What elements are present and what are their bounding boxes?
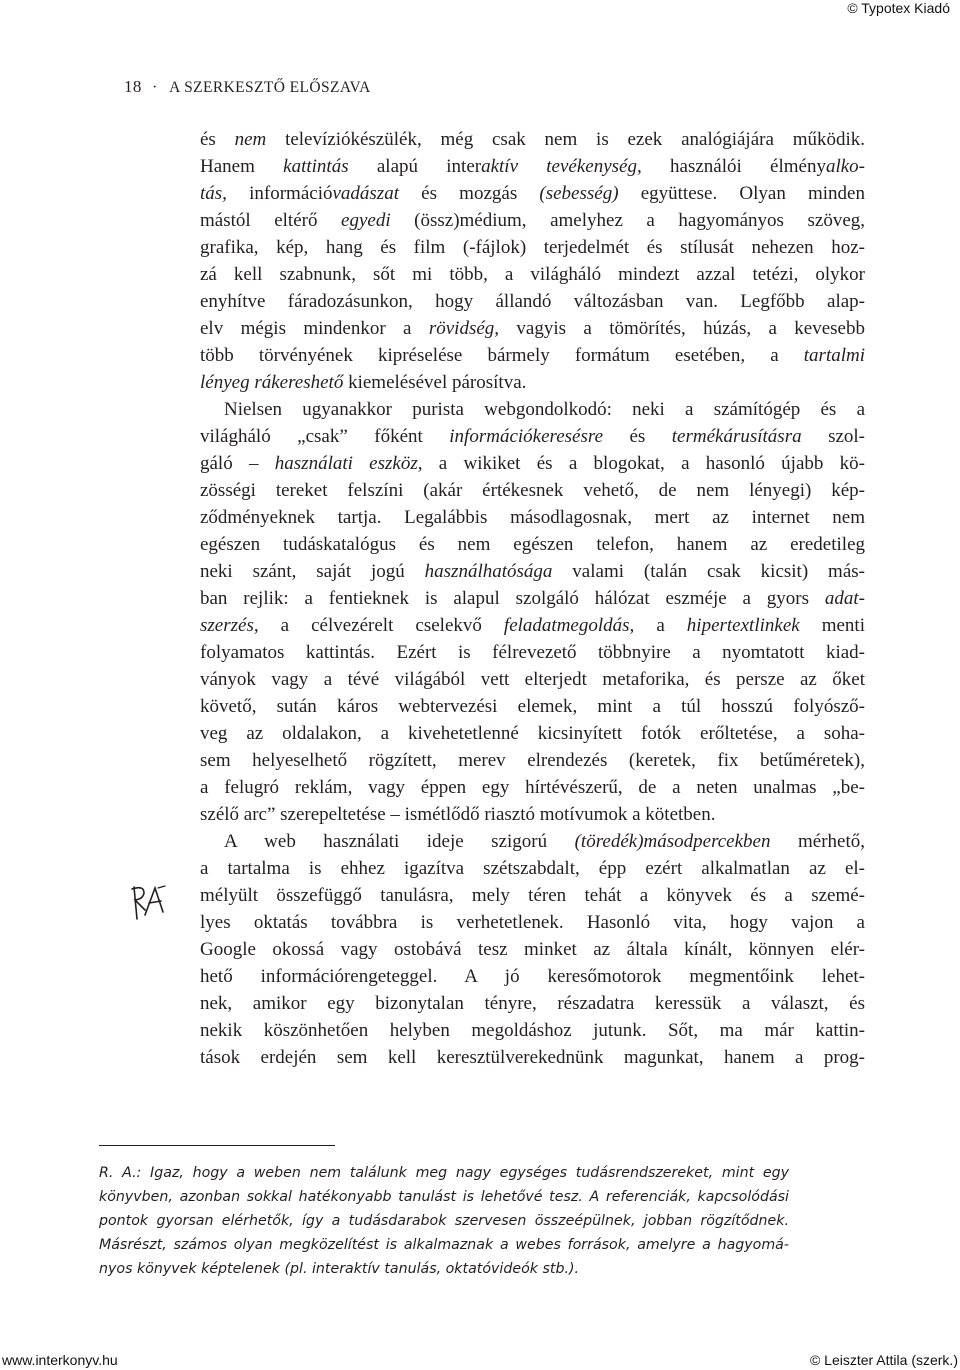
text-line <box>200 342 865 369</box>
italic-run: alko- <box>825 156 865 177</box>
text-line <box>200 693 865 720</box>
text-line <box>200 477 865 504</box>
italic-run: (töredék)másodpercekben <box>574 831 771 852</box>
text-run: nekik köszönhetően helyben megoldáshoz jutunk. Sőt, ma már kattin- <box>200 1020 865 1041</box>
text-run: (össz)médium, amelyhez a hagyományos szöveg, <box>390 210 865 231</box>
text-run: ványok vagy a tévé világából vett elterjedt metaforika, és persze az őket <box>200 669 865 690</box>
text-run: szélő arc” szerepeltetése – ismétlődő riasztó motívumok a kötetben. <box>200 804 716 825</box>
text-line <box>200 531 865 558</box>
italic-run: egyedi <box>341 210 391 231</box>
page-number: 18 <box>124 77 142 96</box>
ra-handwritten-icon <box>128 884 172 922</box>
text-line <box>200 963 865 990</box>
text-run: zá kell szabnunk, sőt mi több, a világháló mindezt azzal tetézi, olykor <box>200 264 865 285</box>
chapter-title: A SZERKESZTŐ ELŐSZAVA <box>169 79 371 96</box>
italic-run: nem <box>234 129 267 150</box>
text-line <box>200 315 865 342</box>
text-run: egészen tudáskatalógus és nem egészen telefon, hanem az eredetileg <box>200 534 865 555</box>
footnote-line: pontok gyorsan elérhetők, így a tudásdarabok szervesen összeépülnek, jobban rögzítődnek. <box>99 1213 789 1229</box>
text-run: Hanem <box>200 156 284 177</box>
text-run: neki szánt, saját jogú <box>200 561 425 582</box>
text-run: alapú inter <box>348 156 482 177</box>
text-run: lyes oktatás továbbra is verhetetlenek. Hasonló vita, hogy vajon a <box>200 912 865 933</box>
text-run: együttese. Olyan minden <box>618 183 865 204</box>
text-line <box>200 747 865 774</box>
italic-run: tartalmi <box>803 345 865 366</box>
text-line <box>200 585 865 612</box>
text-line <box>200 774 865 801</box>
italic-run: használhatósága <box>424 561 553 582</box>
text-run: ződményeknek tartja. Legalábbis másodlagosnak, mert az internet nem <box>200 507 865 528</box>
text-line <box>200 882 865 909</box>
text-run: ban rejlik: a fentieknek is alapul szolgáló hálózat eszméje a gyors <box>200 588 825 609</box>
text-run: több törvényének kipréselése bármely formátum esetében, a <box>200 345 804 366</box>
text-run: mélyült összefüggő tanulásra, mely téren tehát a könyvek és a szemé- <box>200 885 865 906</box>
text-run: tások erdején sem kell keresztülverekednünk magunkat, hanem a prog- <box>200 1047 865 1068</box>
text-run: a <box>634 615 687 636</box>
text-line <box>200 936 865 963</box>
text-run: gáló – <box>200 453 275 474</box>
text-run: és mozgás <box>398 183 540 204</box>
italic-run: lényeg rákereshető <box>200 372 344 393</box>
text-line <box>200 558 865 585</box>
italic-run: szerzés, <box>200 615 259 636</box>
text-run: a célvezérelt cselekvő <box>258 615 504 636</box>
footnote-line: R. A.: Igaz, hogy a weben nem találunk meg nagy egységes tudásrendszereket, mint egy <box>99 1165 789 1181</box>
text-run: menti <box>799 615 865 636</box>
text-run: Google okossá vagy ostobává tesz minket az általa kínált, könnyen elér- <box>200 939 865 960</box>
text-run: mástól eltérő <box>200 210 342 231</box>
text-line <box>200 990 865 1017</box>
italic-run: hipertextlinkek <box>686 615 800 636</box>
text-run: vagyis a tömörítés, húzás, a kevesebb <box>499 318 865 339</box>
text-run: mérhető, <box>770 831 865 852</box>
text-line <box>200 180 865 207</box>
italic-run: tás, <box>200 183 227 204</box>
text-line <box>200 234 865 261</box>
text-run: folyamatos kattintás. Ezért is félrevezető többnyire a nyomtatott kiad- <box>200 642 865 663</box>
italic-run: adat- <box>824 588 865 609</box>
text-line <box>200 801 865 828</box>
text-line <box>200 720 865 747</box>
text-run: sem helyeselhető rögzített, merev elrendezés (keretek, fix betűméretek), <box>200 750 865 771</box>
text-run: a wikiket és a blogokat, a hasonló újabb kö- <box>422 453 865 474</box>
italic-run: kattintás <box>283 156 349 177</box>
text-line <box>200 126 865 153</box>
italic-run: aktív tevékenység, <box>481 156 642 177</box>
website-link[interactable]: www.interkonyv.hu <box>2 1352 118 1368</box>
text-line <box>200 504 865 531</box>
text-line <box>200 288 865 315</box>
text-run: hető információrengeteggel. A jó keresőmotorok megmentőink lehet- <box>200 966 865 987</box>
running-head <box>124 77 371 97</box>
footnote-line: Másrészt, számos olyan megközelítést is alkalmaznak a webes források, amelyre a hagyomá- <box>99 1237 789 1253</box>
text-run: szol- <box>801 426 865 447</box>
text-line <box>200 639 865 666</box>
italic-run: feladatmegoldás, <box>503 615 635 636</box>
text-line <box>200 612 865 639</box>
footnote-rule <box>99 1145 335 1146</box>
italic-run: termékárusításra <box>671 426 802 447</box>
footnote-line: nyos könyvek képtelenek (pl. interaktív tanulás, oktatóvideók stb.). <box>99 1261 580 1277</box>
text-run: valami (talán csak kicsit) más- <box>552 561 865 582</box>
text-run: Nielsen ugyanakkor purista webgondolkodó: neki a számítógép és a <box>224 399 865 420</box>
text-run: követő, sután káros webtervezési elemek, mint a túl hosszú folyósző- <box>200 696 865 717</box>
text-line <box>200 1017 865 1044</box>
copyright-top: © Typotex Kiadó <box>847 0 950 16</box>
italic-run: információkeresésre <box>449 426 603 447</box>
text-line <box>200 909 865 936</box>
text-run: használói élmény <box>641 156 826 177</box>
text-run: és <box>603 426 672 447</box>
text-line <box>200 855 865 882</box>
text-line <box>200 423 865 450</box>
ra-marginal-mark <box>128 884 172 927</box>
running-head-separator: · <box>152 79 158 96</box>
text-line <box>200 207 865 234</box>
text-line <box>200 153 865 180</box>
text-run: grafika, kép, hang és film (-fájlok) terjedelmét és stílusát nehezen hoz- <box>200 237 865 258</box>
text-line <box>200 369 865 396</box>
text-run: A web használati ideje szigorú <box>224 831 575 852</box>
text-run: zösségi tereket felszíni (akár értékesnek vehető, de nem lényegi) kép- <box>200 480 865 501</box>
text-run: televíziókészülék, még csak nem is ezek analógiájára működik. <box>266 129 866 150</box>
text-run: nek, amikor egy bizonytalan tényre, részadatra keressük a választ, és <box>200 993 865 1014</box>
text-run: a felugró reklám, vagy éppen egy hírtévészerű, de a neten unalmas „be- <box>200 777 865 798</box>
italic-run: használati eszköz, <box>274 453 423 474</box>
text-run: a tartalma is ehhez igazítva szétszabdalt, épp ezért alkalmatlan az el- <box>200 858 865 879</box>
italic-run: (sebesség) <box>539 183 619 204</box>
italic-run: rövidség, <box>428 318 500 339</box>
copyright-bottom: © Leiszter Attila (szerk.) <box>809 1352 958 1368</box>
text-run: és <box>200 129 235 150</box>
text-run: elv mégis mindenkor a <box>200 318 429 339</box>
text-line <box>200 828 865 855</box>
text-line <box>200 396 865 423</box>
footnote-line: könyvben, azonban sokkal hatékonyabb tanulást is lehetővé tesz. A referenciák, kapcsolódási <box>99 1189 789 1205</box>
text-run: információ <box>226 183 333 204</box>
text-run: kiemelésével párosítva. <box>343 372 527 393</box>
text-run: veg az oldalakon, a kivehetetlenné kicsinyített fotók erőltetése, a soha- <box>200 723 865 744</box>
text-line <box>200 261 865 288</box>
italic-run: vadászat <box>332 183 399 204</box>
text-run: enyhítve fáradozásunkon, hogy állandó változásban van. Legfőbb alap- <box>200 291 865 312</box>
text-line <box>200 666 865 693</box>
text-line <box>200 450 865 477</box>
footnote <box>99 1161 789 1281</box>
text-line <box>200 1044 865 1071</box>
text-run: világháló „csak” főként <box>200 426 450 447</box>
body-text <box>200 126 865 1071</box>
